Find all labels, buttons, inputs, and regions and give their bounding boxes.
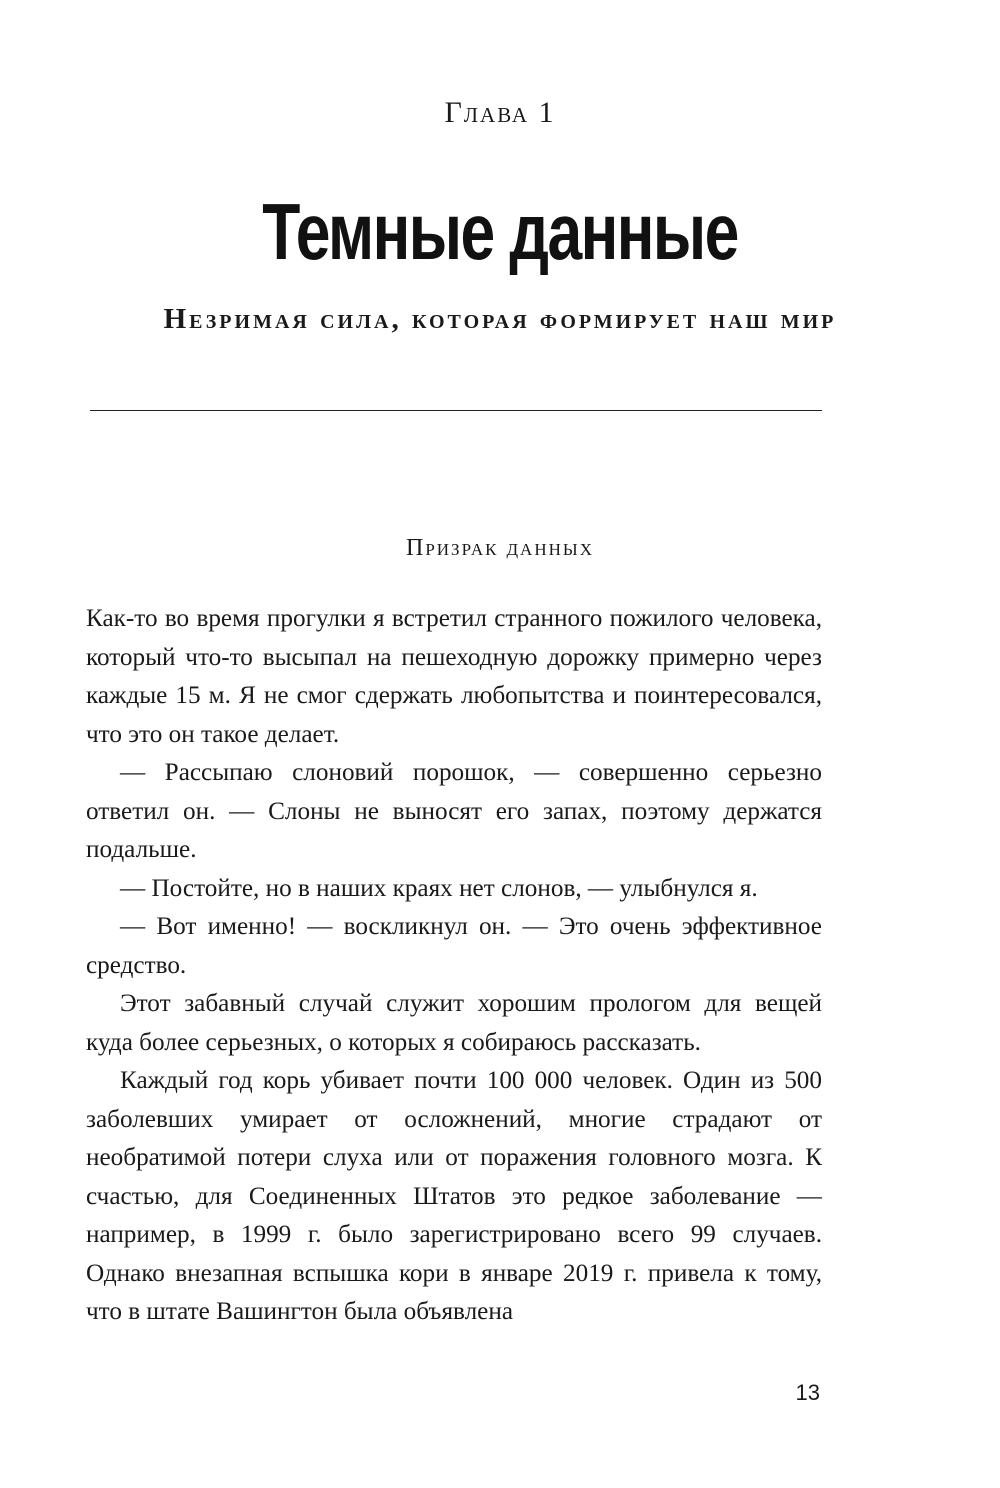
paragraph: — Вот именно! — воскликнул он. — Это очень эффективное средство. [86,913,822,979]
section-heading: Призрак данных [405,535,594,561]
chapter-title: Темные данные [262,187,738,276]
paragraph: Этот забавный случай служит хорошим прологом для вещей куда более серьезных, о которых я собираюсь рассказать. [86,990,822,1056]
paragraph: — Рассыпаю слоновий порошок, — совершенно серьезно ответил он. — Слоны не выносят его запах, поэтому держатся подальше. [86,759,822,863]
paragraph: Как-то во время прогулки я встретил странного пожилого человека, который что-то высыпал на пешеходную дорожку примерно через каждые 15 м. Я не смог сдержать любопытства и поинтересовался, что это он такое делает. [86,605,822,748]
chapter-label: Глава 1 [444,96,556,129]
divider-rule [90,410,822,411]
paragraph: — Постойте, но в наших краях нет слонов, — улыбнулся я. [120,874,758,902]
body-text [86,600,822,1332]
page-number: 13 [795,1380,820,1405]
paragraph: Каждый год корь убивает почти 100 000 человек. Один из 500 заболевших умирает от осложнений, многие страдают от необратимой потери слуха или от поражения головного мозга. К счастью, для Соединенных Штатов это редкое заболевание — например, в 1999 г. было зарегистрировано всего 99 случаев. Однако внезапная вспышка кори в январе 2019 г. привела к тому, что в штате Вашингтон была объявлена [86,1067,822,1325]
chapter-subtitle: Незримая сила, которая формирует наш мир [163,303,837,335]
